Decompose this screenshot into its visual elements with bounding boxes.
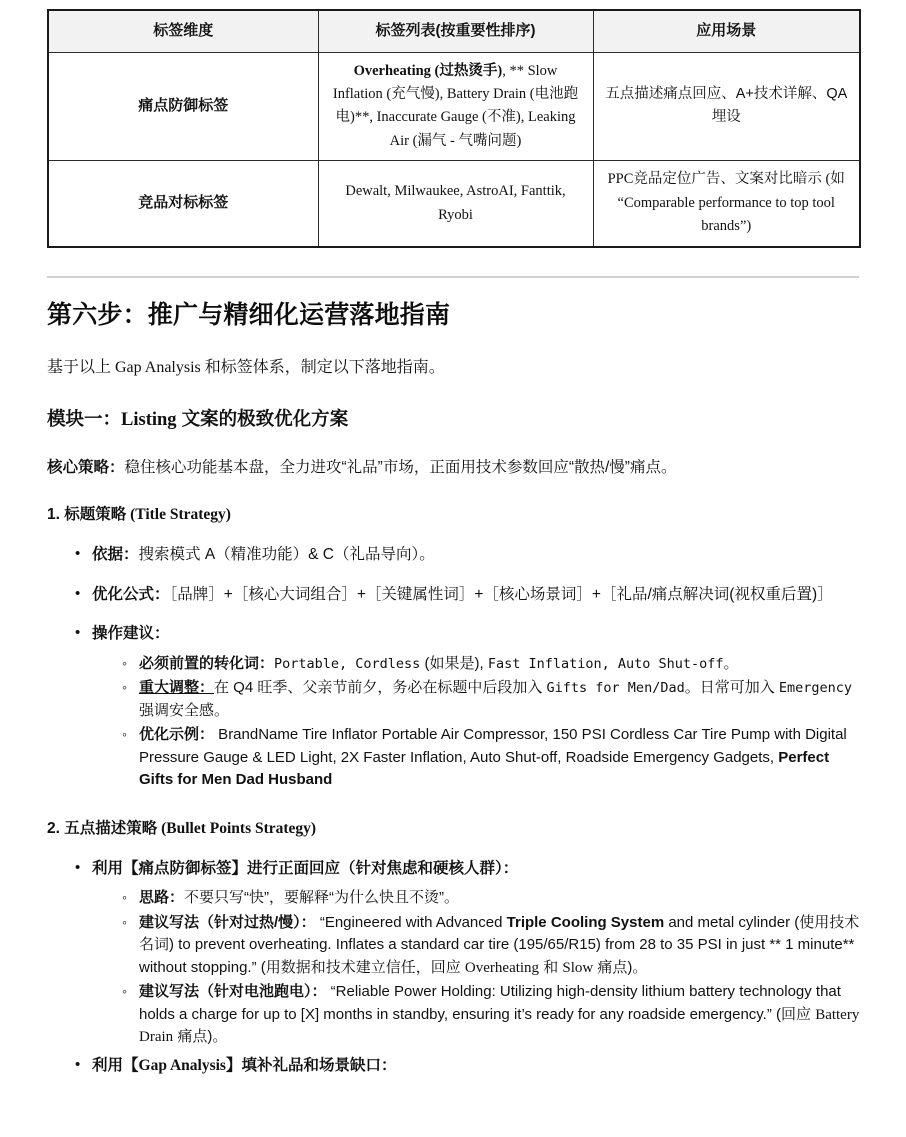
page-title: 第六步：推广与精细化运营落地指南 (47, 301, 451, 329)
module-heading (47, 407, 865, 432)
quote-cjk-note-1: (使用技术名词) (139, 913, 860, 954)
cell-taglist (318, 52, 593, 161)
quote-cjk-note-1: (回应 (776, 1005, 816, 1023)
cell-dimension: 竞品对标标签 (48, 161, 318, 247)
bullet-text: ［品牌］+［核心大词组合］+［关键属性词］+［核心场景词］+［礼品/痛点解决词(视权重后置)］ (169, 585, 833, 603)
section-1-title-cjk: 1. 标题策略 (47, 506, 127, 524)
sub-bullet-head: 建议写法（针对过热/慢）： (139, 913, 316, 931)
bullet-en-term: Gap Analysis (138, 1056, 226, 1074)
list-item (122, 677, 865, 722)
cell-scene: PPC竞品定位广告、文案对比暗示 (如 “Comparable performance to top tool brands”) (593, 161, 860, 247)
example-title-pre: BrandName Tire Inflator Portable Air Compressor, 150 PSI Cordless Car Tire Pump with Digital Pressure Gauge & LED Light, 2X Faster Inflation, Auto Shut-off, Roadside Emergency Gadgets, (139, 726, 847, 766)
section-divider (47, 276, 859, 278)
list-item (75, 623, 865, 791)
bullet-post: 】填补礼品和场景缺口： (225, 1056, 397, 1074)
column-header-dimension: 标签维度 (48, 10, 318, 52)
list-item (122, 724, 865, 792)
table-row (48, 161, 860, 247)
bullet-head: 利用【痛点防御标签】进行正面回应（针对焦虑和硬核人群）： (92, 859, 519, 877)
lead-paragraph: 基于以上 Gap Analysis 和标签体系，制定以下落地指南。 (47, 359, 445, 377)
list-item (122, 887, 865, 910)
quote-bold-term: Triple Cooling System (506, 913, 665, 931)
section-1-sub-bullets (92, 653, 865, 792)
example-title-bold: Perfect Gifts for Men Dad Husband (139, 748, 830, 789)
section-2-title-en: (Bullet Points Strategy) (157, 819, 317, 837)
quote-cjk-note-4: 痛点)。 (593, 958, 648, 976)
section-1-heading (47, 505, 865, 526)
table-row (48, 52, 860, 161)
bullet-pre: 利用【 (92, 1056, 139, 1074)
module-prefix: 模块一： (47, 407, 122, 429)
sub-bullet-head: 建议写法（针对电池跑电）： (139, 983, 327, 1001)
list-item (122, 912, 865, 980)
cell-taglist: Dewalt, Milwaukee, AstroAI, Fanttik, Ryobi (318, 161, 593, 247)
bullet-text: 搜索模式 A（精准功能）& C（礼品导向）。 (138, 546, 435, 564)
keyword-mono-emergency: Emergency (778, 680, 853, 697)
section-2-bullets (47, 858, 865, 1077)
quote-en-term-1: Battery Drain (139, 1006, 860, 1046)
tag-system-table-wrapper (47, 9, 859, 248)
sub-bullet-text: 不要只写“快”，要解释“为什么快且不烫”。 (184, 889, 459, 907)
keyword-mono-2: Fast Inflation, Auto Shut-off (487, 655, 724, 672)
list-item (75, 1055, 865, 1077)
quote-cjk-note-3: 和 (539, 958, 563, 976)
column-header-scene: 应用场景 (593, 10, 860, 52)
keyword-mono-1: Portable, Cordless (274, 655, 421, 672)
quote-cjk-note-2: (用数据和技术建立信任，回应 (260, 958, 465, 976)
table-header-row (48, 10, 860, 52)
module-en: Listing (121, 409, 177, 430)
bullet-head: 操作建议： (92, 625, 170, 643)
module-suffix: 文案的极致优化方案 (176, 407, 349, 429)
list-item (75, 858, 865, 1049)
sub-bullet-t2: 。日常可加入 (684, 679, 779, 697)
bullet-head: 优化公式： (92, 585, 170, 603)
keyword-mono-gifts: Gifts for Men/Dad (546, 680, 685, 697)
section-1-bullets (47, 544, 865, 791)
section-1-title-en: (Title Strategy) (126, 506, 231, 524)
list-item (75, 584, 865, 606)
sub-bullet-mid: (如果是), (420, 654, 488, 672)
quote-cjk-note-2: 痛点)。 (173, 1028, 228, 1046)
list-item (122, 653, 865, 676)
quote-en-term-2: Slow (562, 959, 594, 976)
taglist-primary: Overheating (过热烫手) (353, 62, 503, 79)
taglist-rest: , ** Slow Inflation (充气慢), Battery Drain (电池跑电)**, Inaccurate Gauge (不准), Leaking Air (漏气 - 气嘴问题) (332, 62, 579, 149)
document-content (47, 300, 865, 1094)
quote-pre: “Engineered with Advanced (315, 913, 507, 931)
cell-scene: 五点描述痛点回应、A+技术详解、QA埋设 (593, 52, 860, 161)
bullet-head (92, 1057, 396, 1074)
bullet-head: 依据： (92, 546, 139, 564)
cell-dimension: 痛点防御标签 (48, 52, 318, 161)
column-header-taglist: 标签列表(按重要性排序) (318, 10, 593, 52)
sub-bullet-head: 重大调整： (139, 679, 215, 697)
core-strategy-text: 稳住核心功能基本盘，全力进攻“礼品”市场，正面用技术参数回应“散热/慢”痛点。 (124, 458, 677, 476)
section-2-sub-bullets (92, 887, 865, 1049)
sub-bullet-head: 思路： (139, 889, 185, 907)
sub-bullet-t1: 在 Q4 旺季、父亲节前夕，务必在标题中后段加入 (214, 679, 547, 697)
quote-en-term-1: Overheating (464, 959, 540, 976)
sub-bullet-tail: 。 (723, 654, 739, 672)
sub-bullet-t3: 强调安全感。 (139, 701, 230, 719)
tag-system-table (47, 9, 861, 248)
quote-post-2: to prevent overheating. Inflates a standard car tire (195/65/R15) from 28 to 35 PSI in just ** 1 minute** without stopping.” (139, 936, 855, 976)
quote-post: and metal cylinder (664, 913, 795, 931)
section-2-title-cjk: 2. 五点描述策略 (47, 819, 158, 837)
list-item (122, 981, 865, 1049)
sub-bullet-head: 必须前置的转化词： (139, 654, 275, 672)
section-2-heading (47, 819, 865, 840)
list-item (75, 544, 865, 566)
core-strategy (47, 457, 865, 479)
sub-bullet-head: 优化示例： (139, 726, 215, 744)
core-strategy-label: 核心策略： (47, 458, 125, 476)
quote-pre: “Reliable Power Holding: Utilizing high-density lithium battery technology that holds a charge for up to [X] months in standby, ensuring it’s ready for any roadside emergency.” (139, 983, 841, 1023)
